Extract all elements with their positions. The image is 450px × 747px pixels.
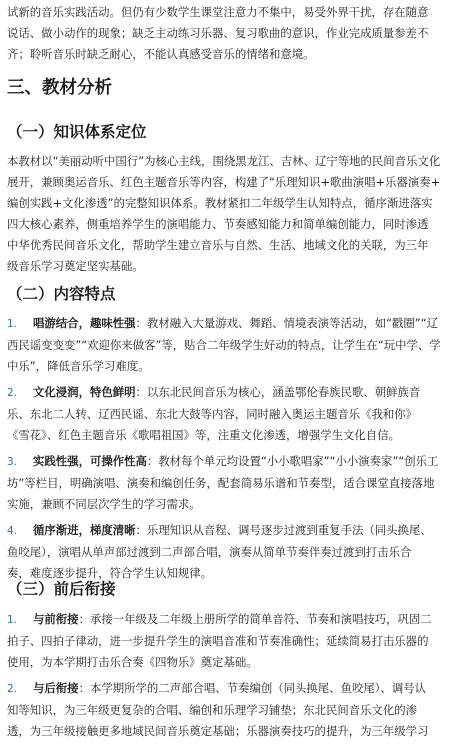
list-item [7,313,445,377]
paragraph-line: 级音乐学习奠定坚实基础。 [7,259,144,273]
connections-list [7,609,445,747]
subheading-knowledge-system: （一）知识体系定位 [7,123,147,141]
list-number: 1. [7,614,18,626]
list-item-lead: 循序渐进，梯度清晰 [33,523,136,537]
list-item-text: 奏，难度逐步提升，符合学生认知规律。 [7,566,213,580]
intro-line: 齐；聆听音乐时缺乏耐心，不能认真感受音乐的情绪和意境。 [7,47,315,61]
list-item-text: ：本学期所学的二声部合唱、节奏编创（同头换尾、鱼咬尾）、调号认 [78,681,426,695]
list-number: 2. [7,387,18,399]
paragraph-line: 编创实践+文化渗透”的完整知识体系。教材紧扣二年级学生认知特点，循序渐进落实 [7,196,433,210]
list-item-text: ：承接一年级及二年级上册所学的简单音符、节奏和演唱技巧，巩固二 [78,612,432,626]
list-item-lead: 唱游结合，趣味性强 [33,316,136,330]
list-item-lead: 与前衔接 [33,612,79,626]
subheading-content-features: （二）内容特点 [7,285,116,303]
intro-line: 试新的音乐实践活动。但仍有少数学生课堂注意力不集中，易受外界干扰，存在随意 [7,5,429,19]
list-item-text: 鱼咬尾），演唱从单声部过渡到二声部合唱，演奏从简单节奏伴奏过渡到打击乐合 [7,545,412,559]
list-item-text: 中乐”，降低音乐学习难度。 [7,359,150,373]
paragraph-line: 展开，兼顾奥运音乐、红色主题音乐等内容，构建了“乐理知识+歌曲演唱+乐器演奏+ [7,175,441,189]
paragraph-line: 本教材以“美丽动听中国行”为核心主线，围绕黑龙江、吉林、辽宁等地的民间音乐文化 [7,154,441,168]
intro-line: 说话、做小动作的现象；缺乏主动练习乐器、复习歌曲的意识，作业完成质量参差不 [7,26,429,40]
list-item-text: 《雪花》、红色主题音乐《歌唱祖国》等，注重文化渗透，增强学生文化自信。 [7,428,400,442]
list-item-text: 坊”等栏目，明确演唱、演奏和编创任务，配套简易乐谱和节奏型，适合课堂直接落地 [7,476,435,490]
list-number: 2. [7,683,18,695]
knowledge-system-paragraph [7,151,440,277]
intro-paragraph [7,2,428,65]
list-item-text: 西民谣变变变”“欢迎你来做客”等，贴合二年级学生好动的特点，让学生在“玩中学、学 [7,338,441,352]
list-item-text: 乐、东北二人转、辽西民谣、东北大鼓等内容，同时融入奥运主题音乐《我和你》 [7,407,418,421]
list-item-text: 实施，兼顾不同层次学生的学习需求。 [7,497,201,511]
list-number: 3. [7,456,18,468]
list-item [7,678,445,742]
list-item [7,520,445,584]
list-item-text: ：以东北民间音乐为核心，涵盖鄂伦春族民歌、朝鲜族音 [135,385,421,399]
list-item-text: ：教材融入大量游戏、舞蹈、情境表演等活动，如“戳圈”“辽 [135,316,439,330]
list-number: 1. [7,318,18,330]
list-item-text: 透，为三年级接触更多地域民间音乐奠定基础；乐器演奏技巧的提升，为三年级学习 [7,724,429,738]
list-item [7,609,445,673]
list-item-text: ：教材每个单元均设置“小小歌唱家”“小小演奏家”“创乐工 [146,454,439,468]
list-number: 4. [7,525,18,537]
paragraph-line: 中华优秀民间音乐文化，帮助学生建立音乐与自然、生活、地域文化的关联，为三年 [7,238,429,252]
list-item-text: ：乐理知识从音程、调号逐步过渡到重复手法（同头换尾、 [135,523,432,537]
list-item-lead: 文化浸润，特色鲜明 [33,385,136,399]
section-heading-materials-analysis: 三、教材分析 [7,78,112,98]
list-item-lead: 与后衔接 [33,681,79,695]
list-item [7,451,445,515]
paragraph-line: 四大核心素养，侧重培养学生的演唱能力、节奏感知能力和简单编创能力，同时渗透 [7,217,429,231]
list-item [7,382,445,446]
list-item-text: 知等知识，为三年级更复杂的合唱、编创和乐理学习铺垫；东北民间音乐文化的渗 [7,703,418,717]
list-item-lead: 实践性强，可操作性高 [33,454,147,468]
list-item-text: 拍子、四拍子律动，进一步提升学生的演唱音准和节奏准确性；延续简易打击乐器的 [7,634,429,648]
subheading-connections: （三）前后衔接 [7,580,116,598]
content-features-list [7,313,445,589]
list-item-text: 使用，为本学期打击乐合奏《四物乐》奠定基础。 [7,655,258,669]
